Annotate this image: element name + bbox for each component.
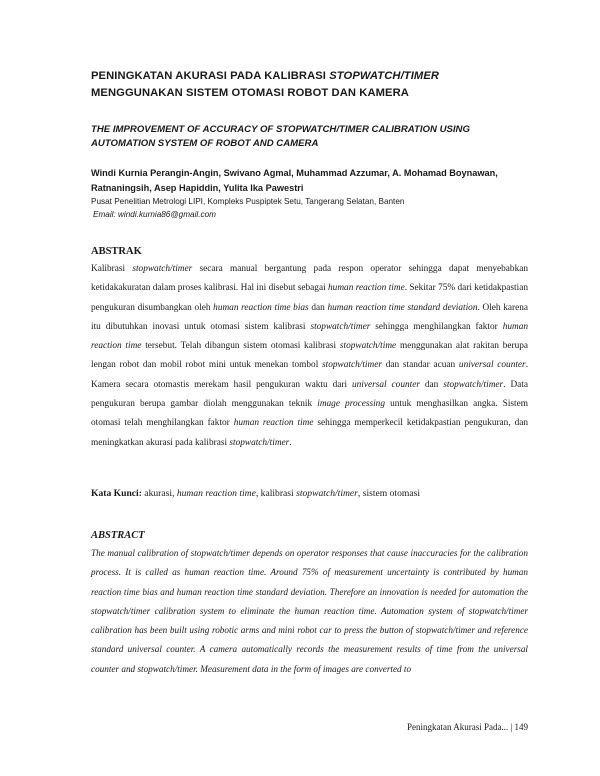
abstrak-text: . Kamera secara otomastis merekam hasil pengukuran waktu dari xyxy=(91,360,529,390)
paper-title-indonesian xyxy=(91,68,531,102)
author-list: Windi Kurnia Perangin-Angin, Swivano Agmal, Muhammad Azzumar, A. Mohamad Boynawan, Ratnaningsih, Asep Hapiddin, Yulita Ika Pawestri xyxy=(91,168,498,193)
abstrak-heading: ABSTRAK xyxy=(91,246,142,257)
abstrak-term: stopwatch/timer xyxy=(443,379,504,390)
author-email: Email: windi.kurnia86@gmail.com xyxy=(93,210,216,219)
abstrak-text: untuk menghasilkan angka. Sistem otomasi telah menghilangkan faktor xyxy=(91,399,528,429)
abstrak-term: universal counter xyxy=(458,360,526,371)
abstract-body: The manual calibration of stopwatch/timer depends on operator responses that cause inaccuracies for the calibration process. It is called as human reaction time. Around 75% of measurement uncertainty is contributed by human reaction time bias and human reaction time standard deviation. Therefore an innovation is needed for automation the stopwatch/timer calibration system to eliminate the human reaction time. Automation system of stopwatch/timer calibration has been built using robotic arms and mini robot car to press the button of stopwatch/timer and reference standard universal counter. A camera automatically records the measurement results of time from the universal counter and stopwatch/timer. Measurement data in the form of images are converted to xyxy=(91,548,528,674)
abstrak-term: human reaction time xyxy=(91,321,528,352)
keyword-term: stopwatch/timer xyxy=(296,488,358,499)
abstrak-text: tersebut. Telah dibangun sistem otomasi kalibrasi xyxy=(141,341,340,352)
title-id-part3: MENGGUNAKAN SISTEM OTOMASI ROBOT DAN KAMERA xyxy=(91,87,409,99)
abstrak-term: human reaction time xyxy=(328,283,405,294)
keyword-text: , sistem otomasi xyxy=(357,488,421,499)
keyword-text: , kalibrasi xyxy=(255,488,297,499)
abstrak-term: image processing xyxy=(317,399,385,410)
affiliation: Pusat Penelitian Metrologi LIPI, Kompleks Puspiptek Setu, Tangerang Selatan, Banten xyxy=(91,197,405,206)
abstrak-term: stopwatch/timer xyxy=(132,264,193,274)
abstrak-text: . xyxy=(289,437,292,448)
abstrak-text: sehingga memperkecil ketidakpastian pengukuran, dan meningkatkan akurasi pada kalibrasi xyxy=(91,418,528,448)
abstrak-text: . Oleh karena itu dibutuhkan inovasi untuk otomasi sistem kalibrasi xyxy=(91,302,529,332)
abstrak-term: universal counter xyxy=(352,379,420,390)
abstrak-text: . Data pengukuran berupa gambar diolah menggunakan teknik xyxy=(91,379,529,410)
abstrak-text: secara manual bergantung pada respon operator sehingga dapat menyebabkan ketidakakuratan dalam proses kalibrasi. Hal ini disebut sebagai xyxy=(91,264,528,294)
abstrak-term: stopwatch/time xyxy=(339,341,397,352)
abstract-heading: ABSTRACT xyxy=(91,530,145,541)
abstrak-text: sehingga menghilangkan faktor xyxy=(370,321,503,332)
abstrak-text: . Sekitar 75% dari ketidakpastian pengukuran disumbangkan oleh xyxy=(91,283,528,313)
abstrak-text: Kalibrasi xyxy=(91,264,133,274)
abstrak-term: stopwatch/timer xyxy=(229,437,290,448)
abstrak-text: dan xyxy=(308,302,328,313)
page-footer: Peningkatan Akurasi Pada... | 149 xyxy=(406,722,528,732)
abstrak-term: human reaction time standard deviation xyxy=(327,302,478,313)
keyword-term: human reaction time xyxy=(176,488,256,499)
title-id-part1: PENINGKATAN AKURASI PADA KALIBRASI xyxy=(91,70,330,82)
abstrak-term: human reaction time xyxy=(233,418,314,429)
abstrak-term: human reaction time bias xyxy=(213,302,309,313)
abstrak-text: menggunakan alat rakitan berupa lengan robot dan mobil robot mini untuk menekan tombol xyxy=(91,341,528,371)
abstrak-term: stopwatch/timer xyxy=(322,360,382,371)
keywords xyxy=(91,486,528,501)
title-id-part2: STOPWATCH/TIMER xyxy=(329,70,440,82)
abstrak-text: dan standar acuan xyxy=(381,360,459,371)
abstrak-text: dan xyxy=(419,379,444,390)
paper-title-english: THE IMPROVEMENT OF ACCURACY OF STOPWATCH/TIMER CALIBRATION USING AUTOMATION SYSTEM OF ROBOT AND CAMERA xyxy=(91,124,470,149)
keyword-text: akurasi, xyxy=(141,488,177,499)
keywords-label: Kata Kunci: xyxy=(91,488,142,499)
abstrak-body xyxy=(91,260,528,453)
abstrak-term: stopwatch/timer xyxy=(310,321,371,332)
